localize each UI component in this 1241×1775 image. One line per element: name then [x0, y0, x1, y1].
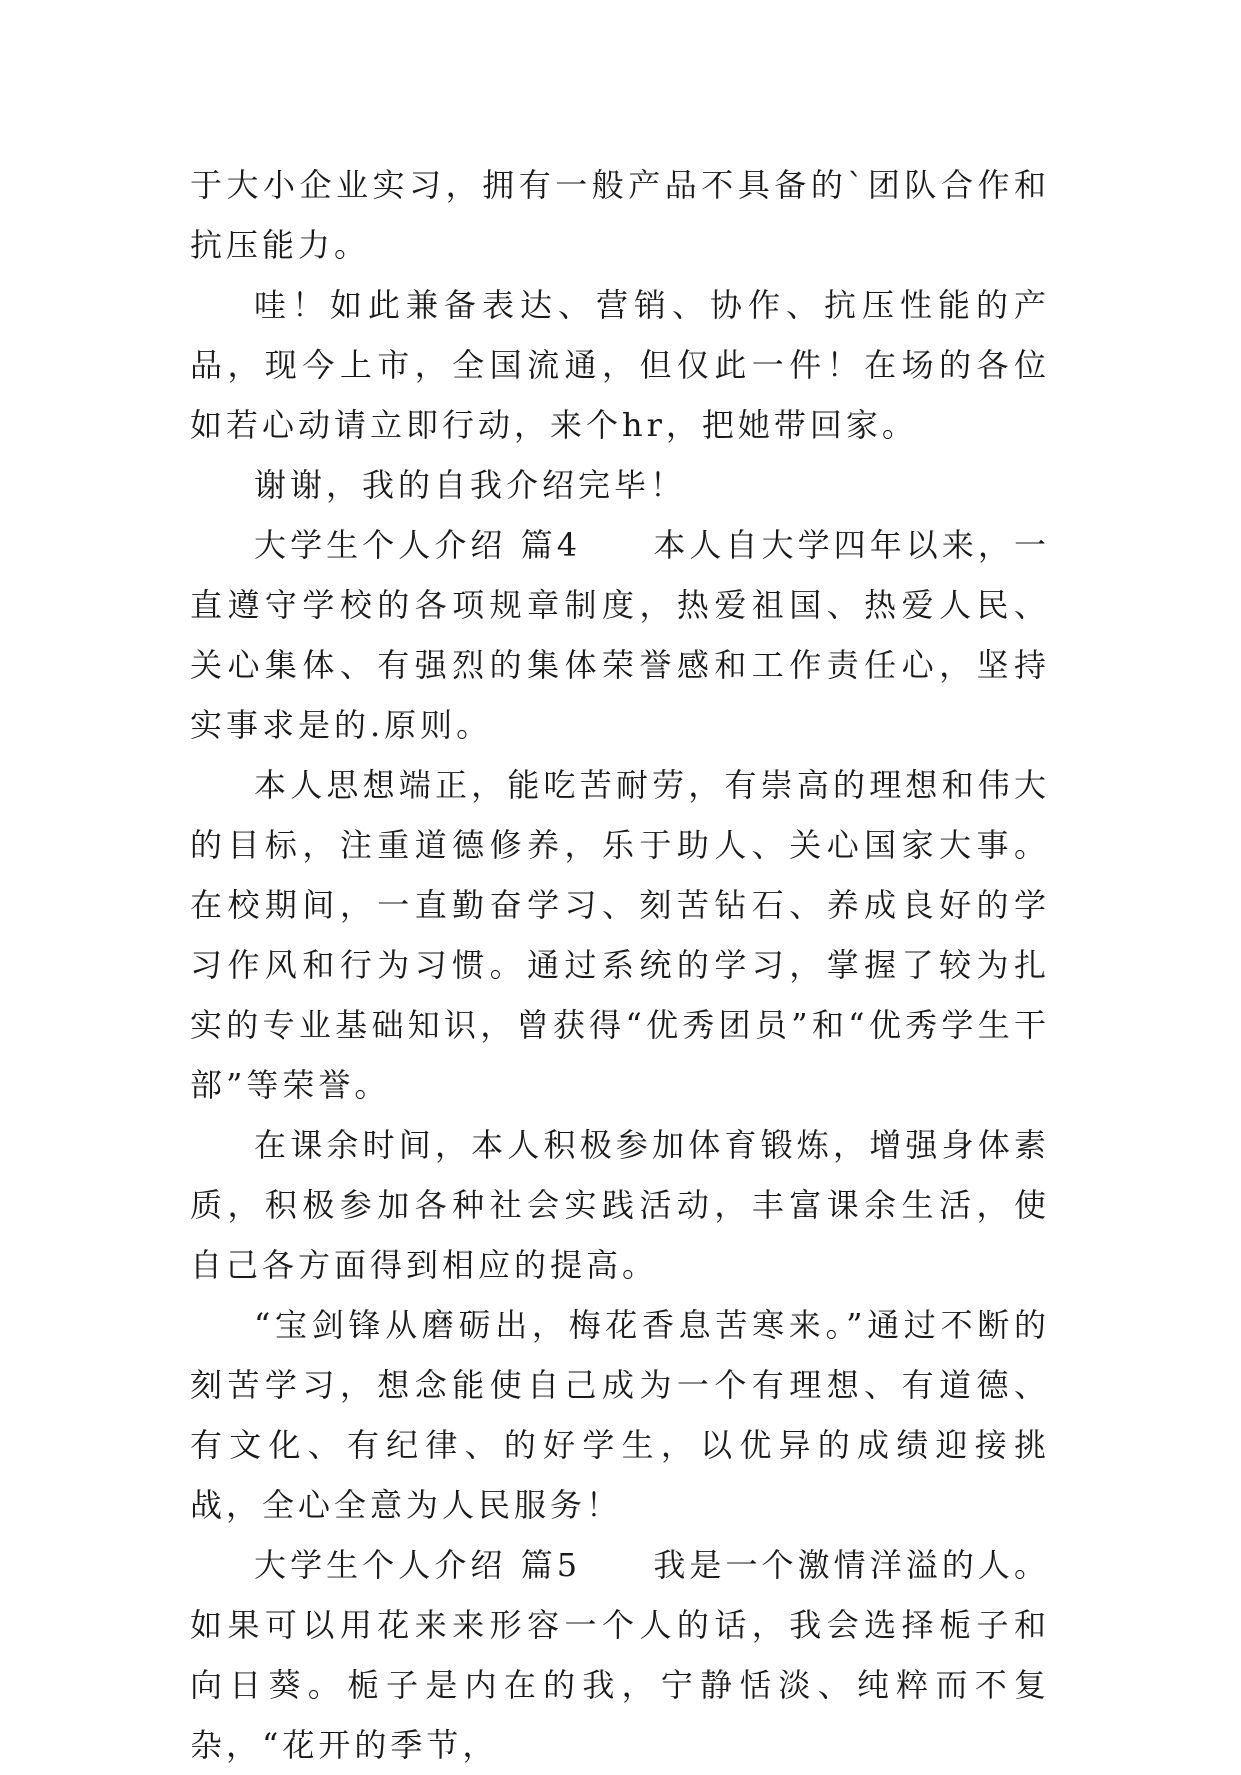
document-page	[190, 155, 1050, 1775]
paragraph-quote: “宝剑锋从磨砺出，梅花香息苦寒来。”通过不断的刻苦学习，想念能使自己成为一个有理想、有道德、有文化、有纪律、的好学生，以优异的成绩迎接挑战，全心全意为人民服务！	[190, 1306, 1050, 1524]
paragraph-product-pitch: 哇！如此兼备表达、营销、协作、抗压性能的产品，现今上市，全国流通，但仅此一件！在场的各位如若心动请立即行动，来个hr，把她带回家。	[190, 286, 1050, 444]
paragraph-extracurricular: 在课余时间，本人积极参加体育锻炼，增强身体素质，积极参加各种社会实践活动，丰富课余生活，使自己各方面得到相应的提高。	[190, 1126, 1050, 1284]
paragraph-closing-thanks: 谢谢，我的自我介绍完毕！	[254, 466, 687, 504]
paragraph-section-4-intro: 大学生个人介绍 篇4 本人自大学四年以来，一直遵守学校的各项规章制度，热爱祖国、热爱人民、关心集体、有强烈的集体荣誉感和工作责任心，坚持实事求是的.原则。	[190, 526, 1050, 744]
paragraph-continuation: 于大小企业实习，拥有一般产品不具备的`团队合作和抗压能力。	[190, 166, 1050, 264]
paragraph-ideology: 本人思想端正，能吃苦耐劳，有崇高的理想和伟大的目标，注重道德修养，乐于助人、关心国家大事。在校期间，一直勤奋学习、刻苦钻石、养成良好的学习作风和行为习惯。通过系统的学习，掌握了较为扎实的专业基础知识，曾获得“优秀团员”和“优秀学生干部”等荣誉。	[190, 766, 1050, 1104]
paragraph-section-5-intro: 大学生个人介绍 篇5 我是一个激情洋溢的人。如果可以用花来来形容一个人的话，我会选择栀子和向日葵。栀子是内在的我，宁静恬淡、纯粹而不复杂，“花开的季节，	[190, 1546, 1050, 1764]
